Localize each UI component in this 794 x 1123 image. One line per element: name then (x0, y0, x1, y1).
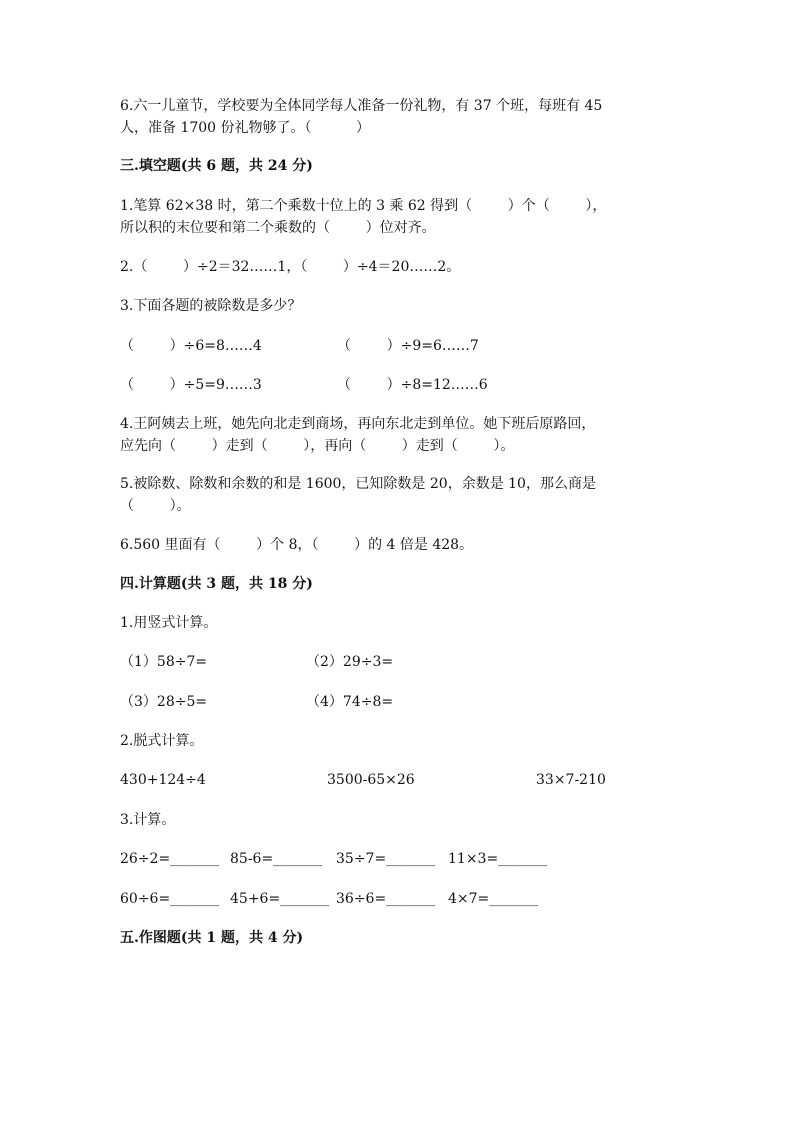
s4-q1-item: （3）28÷5= (120, 694, 208, 710)
s4-q3-title: 3.计算。 (120, 812, 176, 828)
s4-q3-item: 4×7=_______ (448, 891, 539, 907)
s3-q3-item: （ ）÷5=9……3 (120, 377, 262, 393)
s4-q3-item: 45+6=_______ (230, 891, 330, 907)
s3-q1-line1: 1.笔算 62×38 时，第二个乘数十位上的 3 乘 62 得到（ ）个（ ）， (120, 198, 607, 214)
s4-q3-item: 85-6=_______ (230, 851, 323, 867)
s4-q1-item: （4）74÷8= (306, 694, 394, 710)
q6-prev-line1: 6.六一儿童节，学校要为全体同学每人准备一份礼物，有 37 个班，每班有 45 (120, 98, 603, 114)
s4-q1-item: （1）58÷7= (120, 654, 208, 670)
s3-q5-line1: 5.被除数、除数和余数的和是 1600，已知除数是 20，余数是 10，那么商是 (120, 476, 596, 492)
s3-q4-line2: 应先向（ ）走到（ ），再向（ ）走到（ ）。 (120, 438, 515, 454)
s4-q1-item: （2）29÷3= (306, 654, 394, 670)
s4-q2-item: 430+124÷4 (120, 772, 206, 788)
s3-q2: 2.（ ）÷2＝32……1，（ ）÷4＝20……2。 (120, 259, 461, 275)
s4-q2-title: 2.脱式计算。 (120, 733, 204, 749)
s3-q4-line1: 4.王阿姨去上班，她先向北走到商场，再向东北走到单位。她下班后原路回， (120, 416, 596, 432)
s3-q3-title: 3.下面各题的被除数是多少？ (120, 298, 302, 314)
s4-q3-item: 11×3=_______ (448, 851, 548, 867)
s3-q3-item: （ ）÷9=6……7 (337, 338, 479, 354)
s3-q5-line2: （ ）。 (120, 498, 191, 514)
section3-heading: 三.填空题(共 6 题，共 24 分) (120, 158, 313, 174)
s4-q1-title: 1.用竖式计算。 (120, 615, 218, 631)
s4-q3-item: 35÷7=_______ (336, 851, 436, 867)
s4-q3-item: 60÷6=_______ (120, 891, 220, 907)
s4-q2-item: 3500-65×26 (327, 772, 415, 788)
s4-q2-item: 33×7-210 (536, 772, 606, 788)
section4-heading: 四.计算题(共 3 题，共 18 分) (120, 576, 313, 592)
s4-q3-item: 36÷6=_______ (336, 891, 436, 907)
s3-q3-item: （ ）÷6=8……4 (120, 338, 262, 354)
s3-q3-item: （ ）÷8=12……6 (337, 377, 488, 393)
s3-q6: 6.560 里面有（ ）个 8，（ ）的 4 倍是 428。 (120, 537, 474, 553)
s4-q3-item: 26÷2=_______ (120, 851, 220, 867)
q6-prev-line2: 人，准备 1700 份礼物够了。（ ） (120, 120, 371, 136)
section5-heading: 五.作图题(共 1 题，共 4 分) (120, 930, 304, 946)
s3-q1-line2: 所以积的末位要和第二个乘数的（ ）位对齐。 (120, 220, 436, 236)
